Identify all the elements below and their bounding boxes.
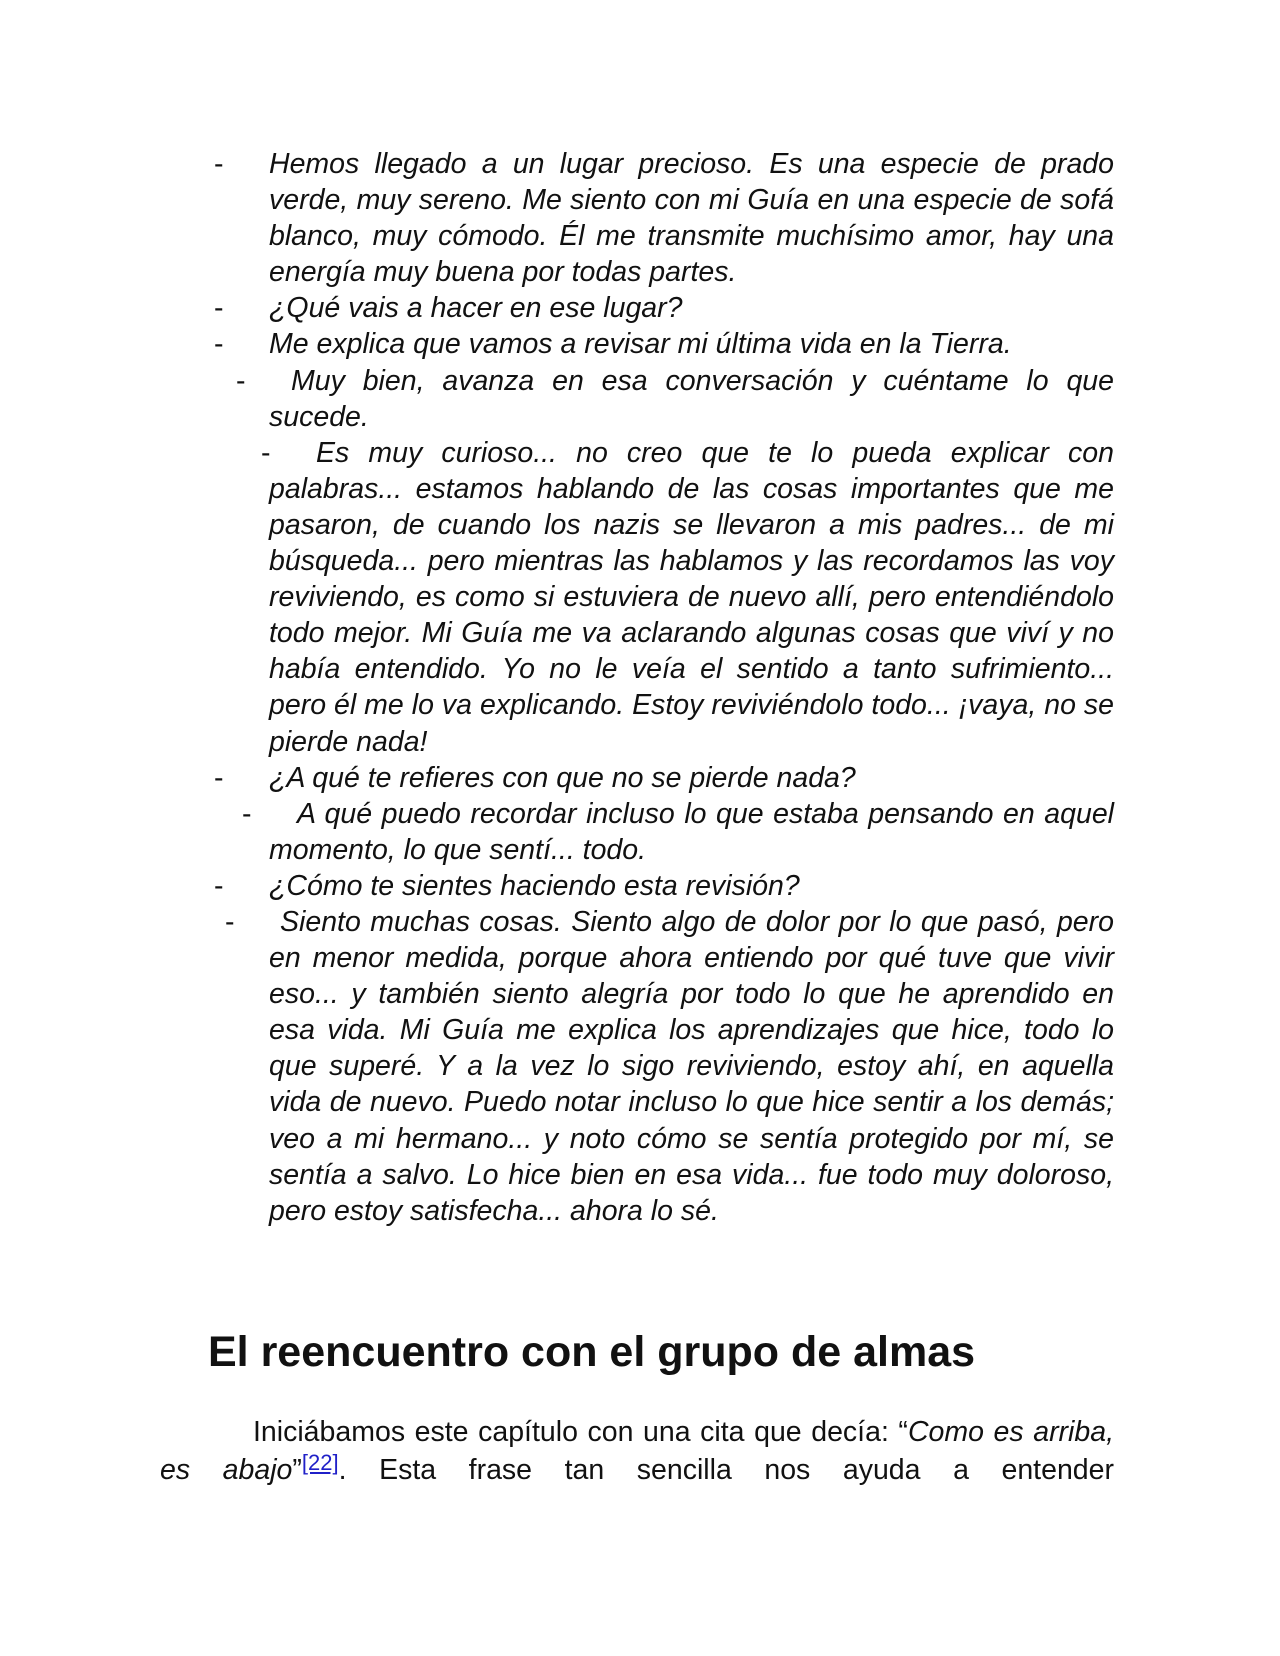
body-paragraph xyxy=(160,1413,1114,1489)
footnote-link[interactable]: [22] xyxy=(301,1450,339,1475)
quote-close-mark: ” xyxy=(292,1454,302,1486)
dialogue-line xyxy=(214,796,1114,868)
dialogue-text: Muy bien, avanza en esa conversación y cuéntame lo que sucede. xyxy=(269,364,1114,433)
dialogue-line xyxy=(214,904,1114,1229)
paragraph-rest: . Esta frase tan sencilla nos ayuda a entender xyxy=(338,1454,1114,1486)
dialogue-list xyxy=(214,146,1114,1229)
dialogue-text: ¿Cómo te sientes haciendo esta revisión? xyxy=(269,869,800,902)
dialogue-text: Me explica que vamos a revisar mi última vida en la Tierra. xyxy=(269,328,1012,361)
paragraph-quote: Como es arriba, es abajo xyxy=(160,1416,1115,1486)
dialogue-text: Hemos llegado a un lugar precioso. Es una especie de prado verde, muy sereno. Me siento con mi Guía en una especie de sofá blanco, muy cómodo. Él me transmite muchísimo amor, hay una energía muy buena por todas partes. xyxy=(269,148,1114,289)
dialogue-line xyxy=(214,363,1114,435)
dialogue-line xyxy=(214,326,1114,362)
dialogue-dash: - xyxy=(214,869,224,902)
dialogue-dash: - xyxy=(225,905,235,938)
section-heading: El reencuentro con el grupo de almas xyxy=(208,1328,976,1376)
dialogue-text: ¿A qué te refieres con que no se pierde nada? xyxy=(269,761,856,794)
dialogue-line xyxy=(214,435,1114,760)
dialogue-dash: - xyxy=(261,436,271,469)
dialogue-dash: - xyxy=(214,761,224,794)
dialogue-text: Es muy curioso... no creo que te lo pueda explicar con palabras... estamos hablando de las cosas importantes que me pasaron, de cuando los nazis se llevaron a mis padres... de mi búsqueda... pero mientras las hablamos y las recordamos las voy reviviendo, es como si estuviera de nuevo allí, pero entendiéndolo todo mejor. Mi Guía me va aclarando algunas cosas que viví y no había entendido. Yo no le veía el sentido a tanto sufrimiento... pero él me lo va explicando. Estoy reviviéndolo todo... ¡vaya, no se pierde nada! xyxy=(269,436,1114,758)
dialogue-line xyxy=(214,290,1114,326)
dialogue-dash: - xyxy=(236,364,246,397)
dialogue-text: Siento muchas cosas. Siento algo de dolor por lo que pasó, pero en menor medida, porque ahora entiendo por qué tuve que vivir eso... y también siento alegría por todo lo que he aprendido en esa vida. Mi Guía me explica los aprendizajes que hice, todo lo que superé. Y a la vez lo sigo reviviendo, estoy ahí, en aquella vida de nuevo. Puedo notar incluso lo que hice sentir a los demás; veo a mi hermano... y noto cómo se sentía protegido por mí, se sentía a salvo. Lo hice bien en esa vida... fue todo muy doloroso, pero estoy satisfecha... ahora lo sé. xyxy=(269,905,1114,1227)
paragraph-intro: Iniciábamos este capítulo con una cita que decía: “ xyxy=(253,1416,908,1448)
dialogue-dash: - xyxy=(242,797,252,830)
dialogue-dash: - xyxy=(214,328,224,361)
dialogue-dash: - xyxy=(214,292,224,325)
dialogue-line xyxy=(214,760,1114,796)
dialogue-line xyxy=(214,146,1114,290)
dialogue-text: A qué puedo recordar incluso lo que estaba pensando en aquel momento, lo que sentí... todo. xyxy=(269,797,1114,866)
dialogue-line xyxy=(214,868,1114,904)
dialogue-dash: - xyxy=(214,148,224,180)
dialogue-text: ¿Qué vais a hacer en ese lugar? xyxy=(269,292,683,325)
